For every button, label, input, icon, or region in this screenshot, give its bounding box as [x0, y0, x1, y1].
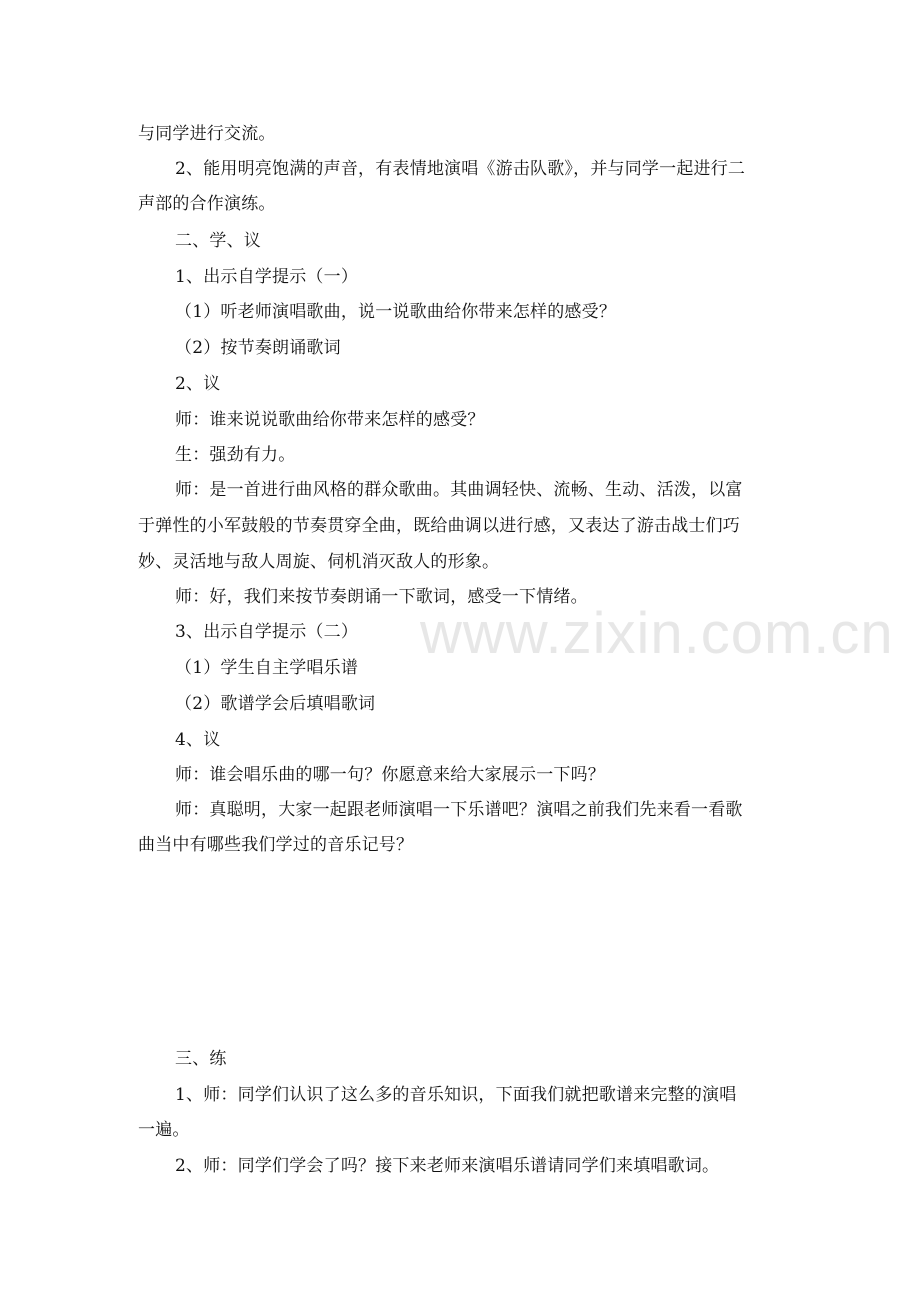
text-line: 4、议	[175, 730, 221, 750]
section-heading: 二、学、议	[175, 231, 261, 251]
text-line: 师：真聪明，大家一起跟老师演唱一下乐谱吧？演唱之前我们先来看一看歌	[175, 800, 743, 820]
section-heading: 三、练	[175, 1049, 227, 1069]
text-line: 2、师：同学们学会了吗？接下来老师来演唱乐谱请同学们来填唱歌词。	[175, 1156, 720, 1176]
text-line: 2、能用明亮饱满的声音，有表情地演唱《游击队歌》，并与同学一起进行二	[175, 159, 746, 179]
text-line: 与同学进行交流。	[138, 124, 276, 144]
text-line: 曲当中有哪些我们学过的音乐记号？	[138, 835, 414, 855]
text-line: 1、出示自学提示（一）	[175, 267, 359, 287]
text-line: 一遍。	[138, 1120, 190, 1140]
text-line: 3、出示自学提示（二）	[175, 622, 359, 642]
text-line: 生：强劲有力。	[175, 445, 296, 465]
text-line: （2）歌谱学会后填唱歌词	[175, 694, 376, 714]
text-line: 师：谁来说说歌曲给你带来怎样的感受？	[175, 410, 485, 430]
text-line: 1、师：同学们认识了这么多的音乐知识，下面我们就把歌谱来完整的演唱	[175, 1085, 737, 1105]
text-line: （1）学生自主学唱乐谱	[175, 658, 359, 678]
text-line: 2、议	[175, 374, 221, 394]
text-line: 妙、灵活地与敌人周旋、伺机消灭敌人的形象。	[138, 552, 500, 572]
text-line: （1）听老师演唱歌曲，说一说歌曲给你带来怎样的感受？	[175, 302, 617, 322]
text-line: 声部的合作演练。	[138, 194, 276, 214]
watermark: www.zixin.com.cn	[420, 601, 894, 666]
text-line: 于弹性的小军鼓般的节奏贯穿全曲，既给曲调以进行感，又表达了游击战士们巧	[138, 516, 740, 536]
text-line: 师：谁会唱乐曲的哪一句？你愿意来给大家展示一下吗？	[175, 765, 605, 785]
text-line: 师：好，我们来按节奏朗诵一下歌词，感受一下情绪。	[175, 587, 588, 607]
text-line: （2）按节奏朗诵歌词	[175, 338, 341, 358]
text-line: 师：是一首进行曲风格的群众歌曲。其曲调轻快、流畅、生动、活泼，以富	[175, 480, 743, 500]
